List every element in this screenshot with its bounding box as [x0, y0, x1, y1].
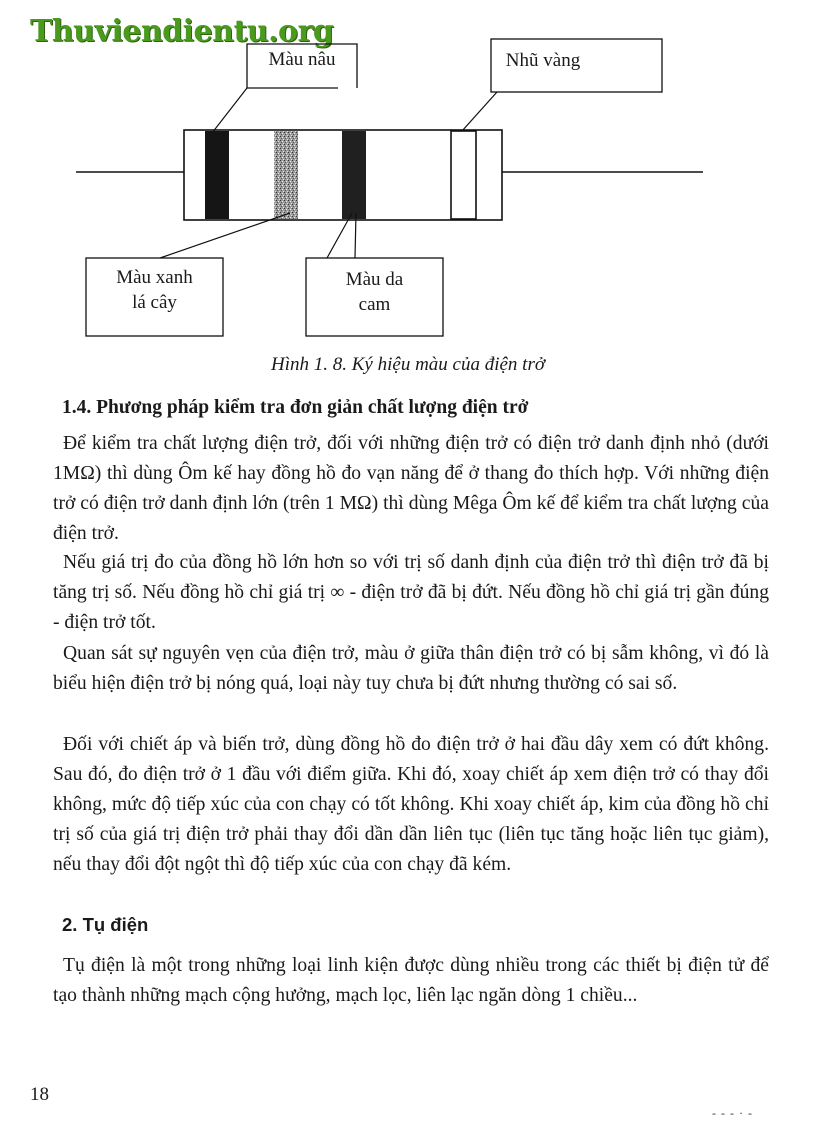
paragraph-2: Nếu giá trị đo của đồng hồ lớn hơn so với trị số danh định của điện trở thì điện trở đã bị tăng trị số. Nếu đồng hồ chỉ giá trị ∞ - điện trở đã bị đứt. Nếu đồng hồ chỉ giá trị gần đúng - điện trở tốt.: [53, 552, 769, 633]
label-orange-line2: cam: [358, 294, 391, 315]
paragraph-5: Tụ điện là một trong những loại linh kiện được dùng nhiều trong các thiết bị điện tử để tạo thành những mạch cộng hưởng, mạch lọc, liên lạc ngăn dòng 1 chiều...: [53, 955, 769, 1006]
section-heading-1-4: 1.4. Phương pháp kiểm tra đơn giản chất lượng điện trở: [62, 397, 529, 418]
label-orange: Màu da: [345, 269, 404, 290]
band-orange: [342, 131, 366, 219]
footer-mark: - - - · -: [712, 1106, 753, 1120]
section-heading-2: 2. Tụ điện: [62, 914, 149, 935]
leader-brown: [212, 88, 247, 133]
paragraph-3: Quan sát sự nguyên vẹn của điện trở, màu ở giữa thân điện trở có bị sẫm không, vì đó là biểu hiện điện trở bị nóng quá, loại này tuy chưa bị đứt nhưng thường có sai số.: [53, 643, 769, 694]
band-gold: [451, 131, 476, 219]
watermark-logo: Thuviendientu.org: [30, 14, 334, 49]
figure-caption: Hình 1. 8. Ký hiệu màu của điện trở: [271, 354, 545, 375]
paragraph-4: Đối với chiết áp và biến trở, dùng đồng hồ đo điện trở ở hai đầu dây xem có đứt không. Sau đó, đo điện trở ở 1 đầu với điểm giữa. Khi đó, xoay chiết áp xem điện trở có thay đổi không, mức độ tiếp xúc của con chạy có tốt không. Khi xoay chiết áp, kim của đồng hồ chỉ trị số của giá trị điện trở phải thay đổi dần dần liên tục (liên tục tăng hoặc liên tục giảm), nếu thay đổi đột ngột thì độ tiếp xúc của con chạy đã kém.: [53, 734, 769, 875]
band-brown: [205, 131, 229, 219]
label-green-line2: lá cây: [132, 292, 177, 313]
page-number: 18: [30, 1084, 49, 1105]
label-brown: Màu nâu: [268, 48, 336, 70]
label-gold: Nhũ vàng: [505, 49, 581, 71]
leader-gold: [462, 92, 497, 131]
label-green: Màu xanh: [116, 267, 193, 288]
band-green: [274, 131, 298, 219]
paragraph-1: Để kiểm tra chất lượng điện trở, đối với những điện trở có điện trở danh định nhỏ (dưới 1MΩ) thì dùng Ôm kế hay đồng hồ đo vạn năng để ở thang đo thích hợp. Với những điện trở có điện trở danh định lớn (trên 1 MΩ) thì dùng Mêga Ôm kế để kiểm tra chất lượng của điện trở.: [53, 433, 769, 544]
